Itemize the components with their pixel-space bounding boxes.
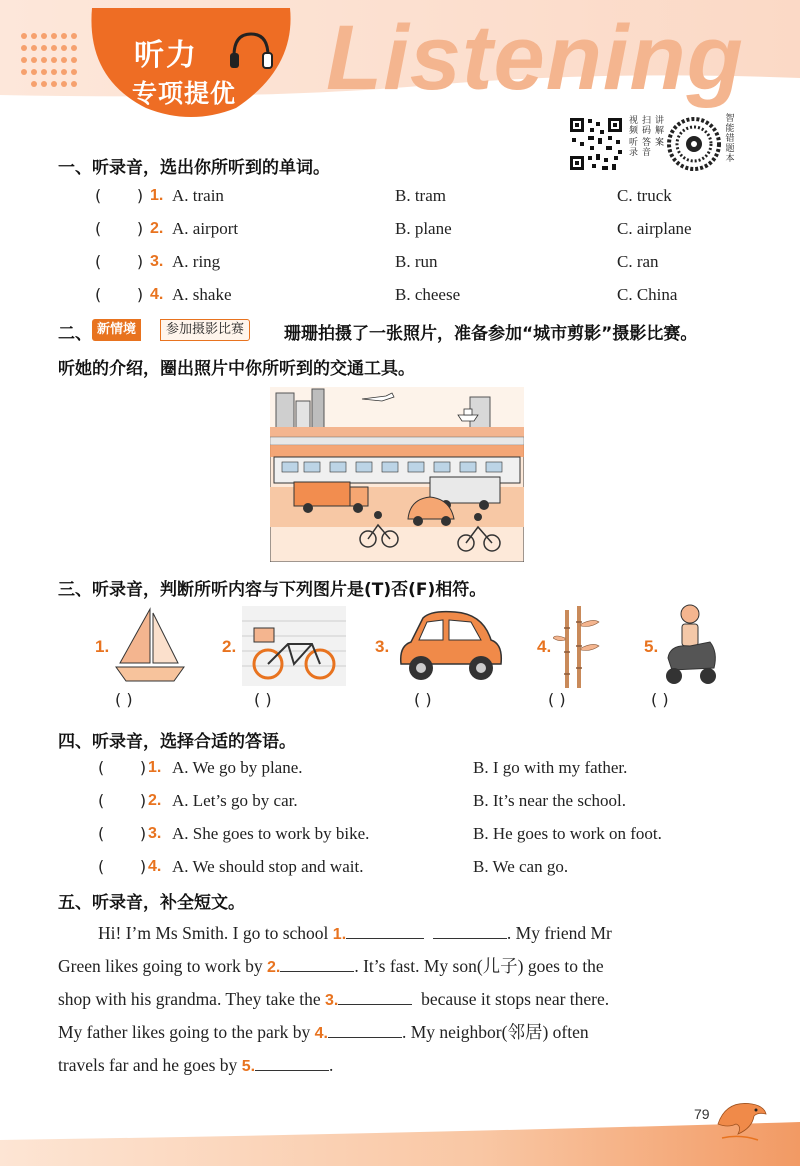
answer-blank[interactable]: ( ): [98, 857, 147, 876]
fill-blank[interactable]: [433, 920, 507, 939]
option-b: B. It’s near the school.: [473, 791, 626, 810]
section-1-title: 一、听录音，选出你所听到的单词。: [58, 158, 330, 178]
section-2-text: 珊珊拍摄了一张照片，准备参加“城市剪影”摄影比赛。: [284, 324, 698, 344]
answer-blank[interactable]: ( ): [98, 758, 147, 777]
question-row: [98, 857, 788, 890]
qr-label-right: 智 能 错 题 本: [725, 114, 735, 164]
option-a: A. train: [172, 186, 224, 205]
option-b: B. run: [395, 252, 438, 271]
passage-text: .: [329, 1055, 334, 1075]
passage-text: . It’s fast. My son(儿子) goes to the: [354, 956, 604, 976]
badge-title: 听力: [134, 38, 198, 73]
picture-number: 4.: [537, 637, 552, 656]
option-b: B. plane: [395, 219, 452, 238]
question-number: 2.: [150, 220, 164, 237]
option-a: A. We should stop and wait.: [172, 857, 364, 876]
blank-number: 5.: [241, 1058, 256, 1075]
section-5-title: 五、听录音，补全短文。: [58, 893, 245, 913]
bicycle-icon: [242, 606, 346, 686]
passage-text: My father likes going to the park by: [58, 1022, 311, 1042]
answer-blank[interactable]: ( ): [95, 252, 144, 271]
answer-blank[interactable]: ( ): [414, 690, 432, 709]
theme-tag: 参加摄影比赛: [160, 319, 250, 341]
option-a: A. We go by plane.: [172, 758, 303, 777]
question-number: 1.: [148, 759, 162, 776]
section-3-title: 三、听录音，判断所听内容与下列图片是(T)否(F)相符。: [58, 580, 487, 600]
badge-subtitle: 专项提优: [132, 79, 237, 108]
blank-number: 3.: [325, 992, 339, 1009]
blank-number: 2.: [267, 959, 281, 976]
picture-number: 1.: [95, 637, 110, 656]
question-number: 2.: [148, 792, 162, 809]
question-row: [95, 252, 795, 285]
answer-blank[interactable]: ( ): [95, 285, 144, 304]
fill-blank[interactable]: [280, 953, 354, 972]
qr-code-icon: [568, 116, 624, 172]
qr-label-left: 视频 扫码 讲解 听录 答音 案: [628, 116, 664, 158]
answer-blank[interactable]: ( ): [651, 690, 669, 709]
passage-text: Hi! I’m Ms Smith. I go to school: [98, 923, 329, 943]
option-a: A. She goes to work by bike.: [172, 824, 370, 843]
answer-blank[interactable]: ( ): [95, 186, 144, 205]
section-4-questions: [98, 758, 788, 890]
question-row: [98, 758, 788, 791]
passage-text: because it stops near there.: [421, 989, 610, 1009]
bamboo-icon: [553, 604, 601, 688]
passage-text: Green likes going to work by: [58, 956, 263, 976]
headphone-icon: [226, 26, 276, 76]
fill-blank[interactable]: [328, 1019, 402, 1038]
car-icon: [395, 606, 507, 688]
option-b: B. tram: [395, 186, 446, 205]
option-a: A. ring: [172, 252, 221, 271]
passage-text: . My neighbor(邻居) often: [401, 1022, 589, 1042]
option-c: C. ran: [617, 252, 659, 271]
answer-blank[interactable]: ( ): [98, 824, 147, 843]
answer-blank[interactable]: ( ): [254, 690, 272, 709]
question-row: [98, 791, 788, 824]
fill-blank[interactable]: [346, 920, 424, 939]
option-c: C. China: [617, 285, 678, 304]
scooter-icon: [660, 602, 720, 688]
section-4-title: 四、听录音，选择合适的答语。: [58, 732, 296, 752]
page-number: 79: [694, 1106, 710, 1122]
option-c: C. truck: [617, 186, 672, 205]
passage-line: [58, 986, 609, 1010]
section-2-number: 二、: [58, 324, 92, 344]
question-number: 1.: [150, 187, 164, 204]
fill-blank[interactable]: [255, 1052, 329, 1071]
decorative-dots: [18, 30, 78, 100]
passage-line: [98, 920, 612, 944]
option-b: B. cheese: [395, 285, 461, 304]
fill-blank[interactable]: [338, 986, 412, 1005]
option-a: A. Let’s go by car.: [172, 791, 298, 810]
question-row: [95, 186, 795, 219]
question-number: 3.: [150, 253, 164, 270]
question-row: [95, 219, 795, 252]
picture-number: 3.: [375, 637, 390, 656]
passage-line: [58, 953, 604, 978]
section-1-questions: [95, 186, 795, 318]
option-b: B. He goes to work on foot.: [473, 824, 662, 843]
option-b: B. I go with my father.: [473, 758, 628, 777]
answer-blank[interactable]: ( ): [98, 791, 147, 810]
option-a: A. airport: [172, 219, 239, 238]
question-row: [98, 824, 788, 857]
smart-code-icon: [666, 116, 722, 172]
passage-text: travels far and he goes by: [58, 1055, 238, 1075]
dolphin-icon: [712, 1094, 768, 1144]
answer-blank[interactable]: ( ): [115, 690, 133, 709]
picture-number: 2.: [222, 637, 237, 656]
answer-blank[interactable]: ( ): [548, 690, 566, 709]
passage-line: [58, 1052, 333, 1076]
passage-text: . My friend Mr: [506, 923, 612, 943]
blank-number: 4.: [314, 1025, 328, 1042]
sailboat-icon: [112, 605, 188, 685]
question-row: [95, 285, 795, 318]
new-context-tag: 新情境: [92, 319, 141, 341]
blank-number: 1.: [332, 926, 347, 943]
passage-text: shop with his grandma. They take the: [58, 989, 321, 1009]
footer-band: [0, 1104, 800, 1166]
banner-word: Listening: [326, 7, 744, 109]
answer-blank[interactable]: ( ): [95, 219, 144, 238]
question-number: 3.: [148, 825, 162, 842]
question-number: 4.: [150, 286, 164, 303]
question-number: 4.: [148, 858, 162, 875]
passage-line: [58, 1019, 589, 1044]
option-a: A. shake: [172, 285, 232, 304]
option-c: C. airplane: [617, 219, 692, 238]
picture-number: 5.: [644, 637, 659, 656]
section-2-text-line2: 听她的介绍，圈出照片中你所听到的交通工具。: [58, 359, 415, 379]
option-b: B. We can go.: [473, 857, 569, 876]
street-scene-photo[interactable]: [270, 387, 524, 562]
